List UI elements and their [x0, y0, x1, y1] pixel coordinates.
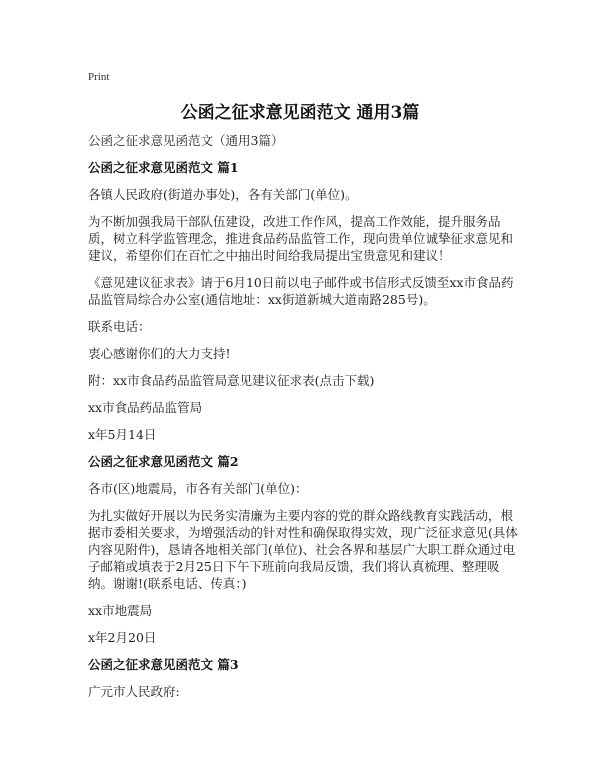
section-heading-3: 公函之征求意见函范文 篇3	[88, 657, 239, 672]
section-heading-1: 公函之征求意见函范文 篇1	[88, 160, 239, 175]
sender-org: xx市地震局	[88, 603, 153, 618]
date-line: x年5月14日	[88, 427, 157, 442]
contact-phone: 联系电话：	[88, 319, 151, 334]
body-paragraph: 《意见建议征求表》请于6月10日前以电子邮件或书信形式反馈至xx市食品药品监管局综合办公室(通信地址：xx街道新城大道南路285号)。	[88, 275, 514, 307]
document-subtitle: 公函之征求意见函范文（通用3篇）	[88, 133, 284, 148]
body-paragraph: 为扎实做好开展以为民务实清廉为主要内容的党的群众路线教育实践活动，根据市委相关要求，为增强活动的针对性和确保取得实效，现广泛征求意见(具体内容见附件)，恳请各地相关部门(单位)、社会各界和基层广大职工群众通过电子邮箱或填表于2月25日下午下班前向我局反馈，我们将认真梳理、整理吸纳。谢谢!(联系电话、传真：)	[88, 508, 518, 591]
date-line: x年2月20日	[88, 630, 157, 645]
thanks-line: 衷心感谢你们的大力支持!	[88, 346, 231, 361]
section-heading-2: 公函之征求意见函范文 篇2	[88, 454, 239, 469]
salutation-1: 各镇人民政府(街道办事处)，各有关部门(单位)。	[88, 187, 358, 202]
document-title: 公函之征求意见函范文 通用3篇	[180, 103, 420, 123]
salutation-3: 广元市人民政府:	[88, 684, 180, 699]
print-label: Print	[88, 71, 110, 83]
attachment-line: 附：xx市食品药品监管局意见建议征求表(点击下载)	[88, 373, 375, 388]
document-body	[88, 132, 524, 710]
salutation-2: 各市(区)地震局，市各有关部门(单位)：	[88, 481, 308, 496]
body-paragraph: 为不断加强我局干部队伍建设，改进工作作风，提高工作效能，提升服务品质，树立科学监管理念，推进食品药品监管工作，现向贵单位诚挚征求意见和建议，希望你们在百忙之中抽出时间给我局提出宝贵意见和建议！	[88, 214, 514, 263]
sender-org: xx市食品药品监管局	[88, 400, 203, 415]
